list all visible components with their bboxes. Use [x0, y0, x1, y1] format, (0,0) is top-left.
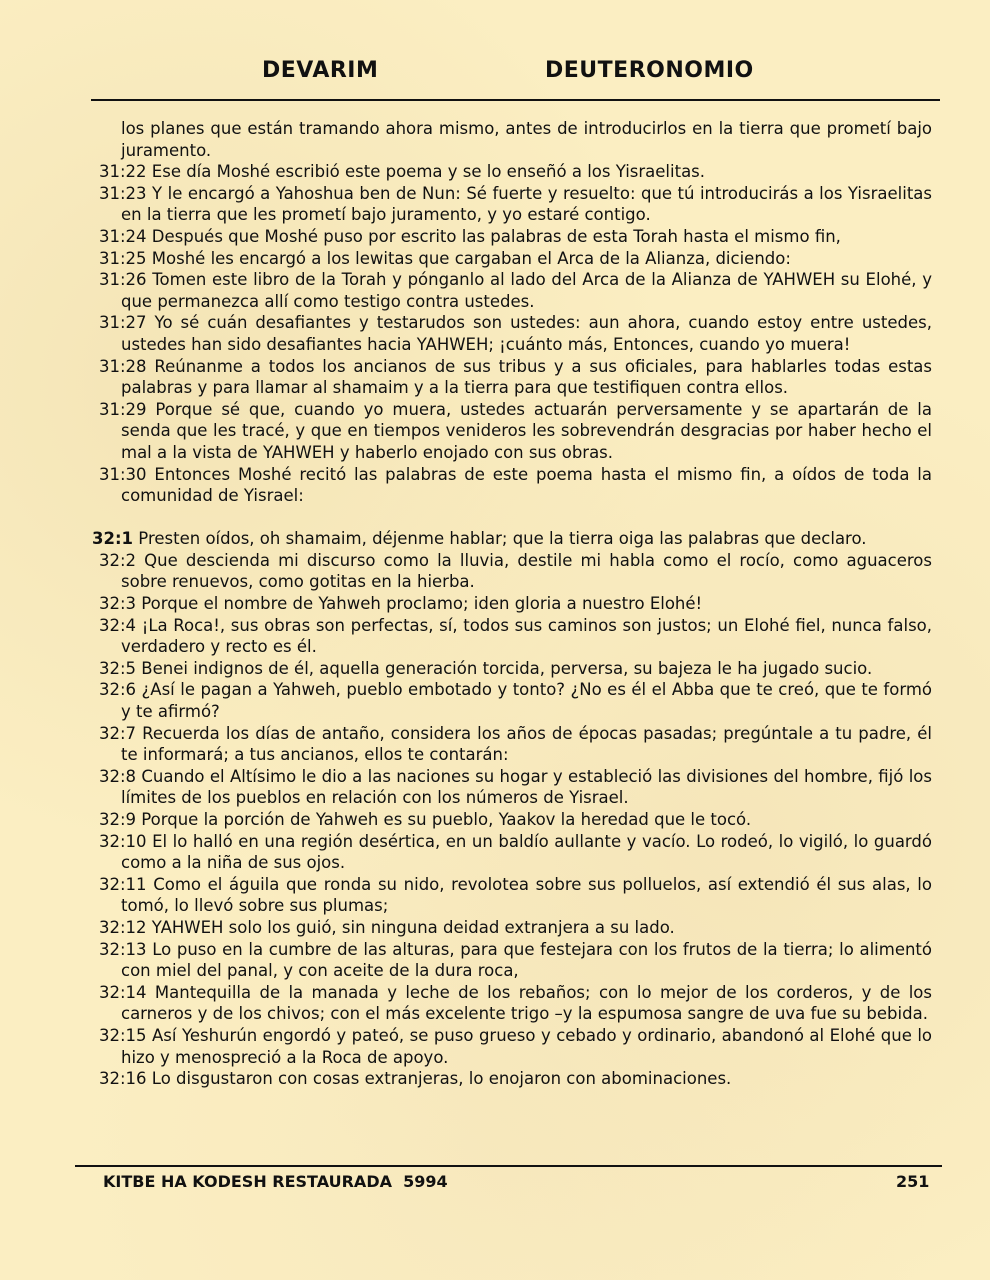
book-title-hebrew: DEVARIM [262, 58, 379, 83]
verse-31-26: 31:26 Tomen este libro de la Torah y pónganlo al lado del Arca de la Alianza de YAHWEH su Elohé, y que permanezca allí como testigo contra ustedes. [99, 270, 932, 311]
verse-32-16: 32:16 Lo disgustaron con cosas extranjeras, lo enojaron con abominaciones. [99, 1069, 732, 1089]
page-number: 251 [896, 1172, 930, 1191]
page-header [0, 58, 990, 88]
chapter-32-opening [90, 528, 932, 550]
section-gap [90, 507, 932, 529]
verse-31-30: 31:30 Entonces Moshé recitó las palabras de este poema hasta el mismo fin, a oídos de toda la comunidad de Yisrael: [99, 464, 932, 506]
footer-divider [75, 1165, 942, 1167]
verse-continuation: los planes que están tramando ahora mismo, antes de introducirlos en la tierra que prometí bajo juramento. [121, 119, 932, 160]
verse-32-13: 32:13 Lo puso en la cumbre de las alturas, para que festejara con los frutos de la tierra; lo alimentó con miel del panal, y con aceite de la dura roca, [99, 939, 932, 981]
verse-31-23: 31:23 Y le encargó a Yahoshua ben de Nun: Sé fuerte y resuelto: que tú introducirás a los Yisraelitas en la tierra que les prometí bajo juramento, y yo estaré contigo. [99, 183, 932, 225]
verse-32-5: 32:5 Benei indignos de él, aquella generación torcida, perversa, su bajeza le ha jugado sucio. [99, 658, 873, 678]
verse-32-10: 32:10 El lo halló en una región desértica, en un baldío aullante y vacío. Lo rodeó, lo vigiló, lo guardó como a la niña de sus ojos. [99, 831, 932, 873]
verse-32-14: 32:14 Mantequilla de la manada y leche de los rebaños; con lo mejor de los corderos, y de los carneros y de los chivos; con el más excelente trigo –y la espumosa sangre de uva fue su bebida. [99, 982, 932, 1024]
verse-31-27: 31:27 Yo sé cuán desafiantes y testarudos son ustedes: aun ahora, cuando estoy entre ustedes, ustedes han sido desafiantes hacia YAHWEH; ¡cuánto más, Entonces, cuando yo muera! [99, 313, 932, 354]
chapter-32-verse-text: Presten oídos, oh shamaim, déjenme hablar; que la tierra oiga las palabras que declaro. [138, 529, 867, 549]
verse-32-4: 32:4 ¡La Roca!, sus obras son perfectas, sí, todos sus caminos son justos; un Elohé fiel, nunca falso, verdadero y recto es él. [99, 615, 932, 657]
verse-31-28: 31:28 Reúnanme a todos los ancianos de sus tribus y a sus oficiales, para hablarles todas estas palabras y para llamar al shamaim y a la tierra para que testifiquen contra ellos. [99, 356, 932, 398]
verse-31-25: 31:25 Moshé les encargó a los lewitas que cargaban el Arca de la Alianza, diciendo: [99, 248, 791, 268]
header-divider [91, 99, 940, 101]
verse-32-11: 32:11 Como el águila que ronda su nido, revolotea sobre sus polluelos, así extendió él sus alas, lo tomó, lo llevó sobre sus plumas; [99, 874, 932, 916]
page-body [90, 118, 932, 1090]
verse-31-24: 31:24 Después que Moshé puso por escrito las palabras de esta Torah hasta el mismo fin, [99, 226, 841, 246]
book-title-spanish: DEUTERONOMIO [545, 58, 754, 83]
footer-book-title: KITBE HA KODESH RESTAURADA 5994 [103, 1172, 448, 1191]
verse-32-7: 32:7 Recuerda los días de antaño, considera los años de épocas pasadas; pregúntale a tu padre, él te informará; a tus ancianos, ellos te contarán: [99, 723, 932, 765]
verse-32-3: 32:3 Porque el nombre de Yahweh proclamo; iden gloria a nuestro Elohé! [99, 594, 703, 614]
verse-32-2: 32:2 Que descienda mi discurso como la lluvia, destile mi habla como el rocío, como aguaceros sobre renuevos, como gotitas en la hierba. [99, 550, 932, 592]
verse-32-9: 32:9 Porque la porción de Yahweh es su pueblo, Yaakov la heredad que le tocó. [99, 810, 752, 829]
verse-32-15: 32:15 Así Yeshurún engordó y pateó, se puso grueso y cebado y ordinario, abandonó al Elohé que lo hizo y menospreció a la Roca de apoyo. [99, 1025, 932, 1067]
verse-32-12: 32:12 YAHWEH solo los guió, sin ninguna deidad extranjera a su lado. [99, 917, 675, 937]
verse-32-8: 32:8 Cuando el Altísimo le dio a las naciones su hogar y estableció las divisiones del hombre, fijó los límites de los pueblos en relación con los números de Yisrael. [99, 766, 932, 808]
chapter-32-verse-number: 32:1 [92, 529, 134, 549]
verse-31-22: 31:22 Ese día Moshé escribió este poema y se lo enseñó a los Yisraelitas. [99, 162, 706, 182]
verse-31-29: 31:29 Porque sé que, cuando yo muera, ustedes actuarán perversamente y se apartarán de la senda que les tracé, y que en tiempos venideros les sobrevendrán desgracias por haber hecho el mal a la vista de YAHWEH y haberlo enojado con sus obras. [99, 399, 932, 462]
verse-32-6: 32:6 ¿Así le pagan a Yahweh, pueblo embotado y tonto? ¿No es él el Abba que te creó, que te formó y te afirmó? [99, 680, 932, 722]
